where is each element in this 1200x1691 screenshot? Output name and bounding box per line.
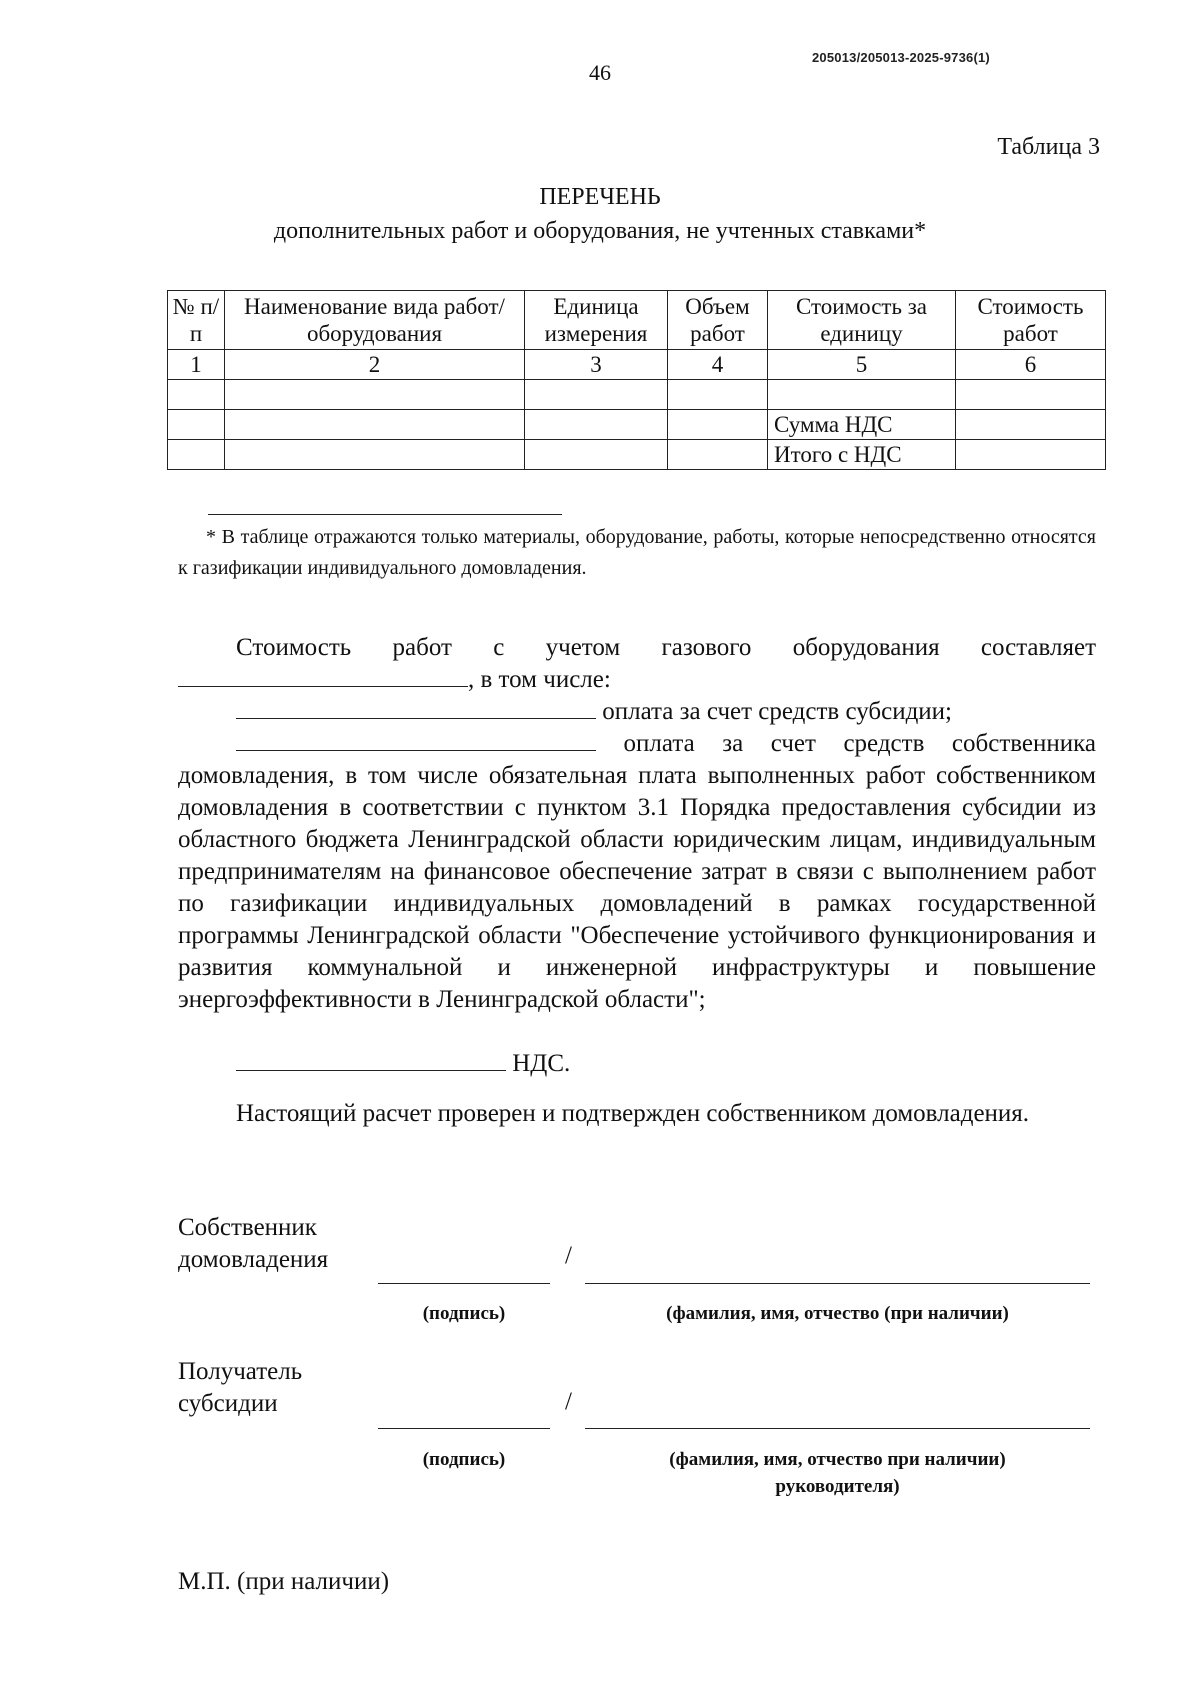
owner-payment-rest: домовладения, в том числе обязательная плата выполненных работ собственником домовладения в соответствии с пунктом 3.1 Порядка предоставления субсидии из областного бюджета Ленинградской области юридическим лицам, индивидуальным предпринимателям на финансовое обеспечение затрат в связи с выполнением работ по газификации индивидуальных домовладений в рамках государственной программы Ленинградской области "Обеспечение устойчивого функционирования и развития коммунальной и инженерной инфраструктуры и повышение энергоэффективности в Ленинградской области"; [178,762,1096,1013]
owner-payment-start: оплата за счет средств собственника [623,730,1097,757]
table-header-row [168,291,1106,350]
table-cell [668,440,768,470]
table-cell [168,380,225,410]
vat-label: Сумма НДС [768,410,956,440]
table-cell [525,380,668,410]
recipient-signature-line[interactable] [378,1428,550,1429]
table-cell [225,380,525,410]
table-label: Таблица 3 [997,134,1100,160]
column-number: 6 [956,350,1106,380]
signature-separator: / [565,1242,572,1269]
recipient-label-line2: субсидии [178,1390,278,1417]
column-number: 5 [768,350,956,380]
vat-value-cell [956,410,1106,440]
table-cell [168,410,225,440]
cost-intro: Стоимость работ с учетом газового оборудования составляет [236,634,1096,661]
recipient-name-line[interactable] [585,1428,1090,1429]
table-cell [768,380,956,410]
header-cell-number: № п/п [168,291,225,350]
table-cell [668,410,768,440]
page-number: 46 [589,60,611,85]
table-row-empty [168,380,1106,410]
document-subtitle: дополнительных работ и оборудования, не учтенных ставками* [273,218,927,244]
table-cell [168,440,225,470]
subsidy-amount-blank[interactable] [236,696,596,719]
footnote-divider [208,514,562,515]
recipient-label [178,1356,302,1420]
header-cell-total-cost: Стоимость работ [956,291,1106,350]
table-cell [225,410,525,440]
table-cell [956,380,1106,410]
recipient-name-caption-line2: руководителя) [775,1476,900,1497]
table-cell [525,410,668,440]
owner-amount-blank[interactable] [236,728,596,751]
table-cell [668,380,768,410]
including-text: , в том числе: [468,666,611,693]
header-cell-volume: Объем работ [668,291,768,350]
table-row-vat [168,410,1106,440]
table-row-total [168,440,1106,470]
header-cell-name: Наименование вида работ/оборудования [225,291,525,350]
table-cell [525,440,668,470]
column-number: 4 [668,350,768,380]
owner-name-caption: (фамилия, имя, отчество (при наличии) [666,1303,1009,1324]
owner-payment-paragraph [178,728,1096,1016]
owner-signature-caption: (подпись) [422,1303,506,1324]
recipient-label-line1: Получатель [178,1358,303,1385]
vat-amount-blank[interactable] [236,1048,506,1071]
column-number: 2 [225,350,525,380]
header-cell-unit: Единица измерения [525,291,668,350]
owner-name-line[interactable] [585,1283,1090,1284]
column-number: 3 [525,350,668,380]
total-cost-line [178,664,611,696]
recipient-name-caption-line1: (фамилия, имя, отчество при наличии) [669,1449,1006,1470]
column-number-row [168,350,1106,380]
total-value-cell [956,440,1106,470]
subsidy-payment-text: оплата за счет средств субсидии; [602,698,953,725]
signature-separator: / [565,1388,572,1415]
recipient-name-caption [585,1446,1090,1500]
header-cell-unit-cost: Стоимость за единицу [768,291,956,350]
total-cost-blank[interactable] [178,664,468,687]
owner-label [178,1212,328,1276]
total-label: Итого с НДС [768,440,956,470]
table-cell [225,440,525,470]
vat-line [236,1048,570,1080]
owner-label-line1: Собственник [178,1214,317,1241]
owner-payment-first-line [178,728,1096,760]
owner-label-line2: домовладения [178,1246,329,1273]
recipient-signature-caption: (подпись) [422,1449,506,1470]
document-title: ПЕРЕЧЕНЬ [539,184,661,210]
owner-signature-line[interactable] [378,1283,550,1284]
subsidy-line [236,696,952,728]
confirmation-text: Настоящий расчет проверен и подтвержден собственником домовладения. [236,1100,1030,1127]
vat-text: НДС. [512,1050,571,1077]
column-number: 1 [168,350,225,380]
works-table [167,290,1106,470]
document-code: 205013/205013-2025-9736(1) [812,50,990,65]
footnote: * В таблице отражаются только материалы, оборудование, работы, которые непосредственно относятся к газификации индивидуального домовладения. [178,526,1096,579]
stamp-place: М.П. (при наличии) [178,1568,390,1595]
